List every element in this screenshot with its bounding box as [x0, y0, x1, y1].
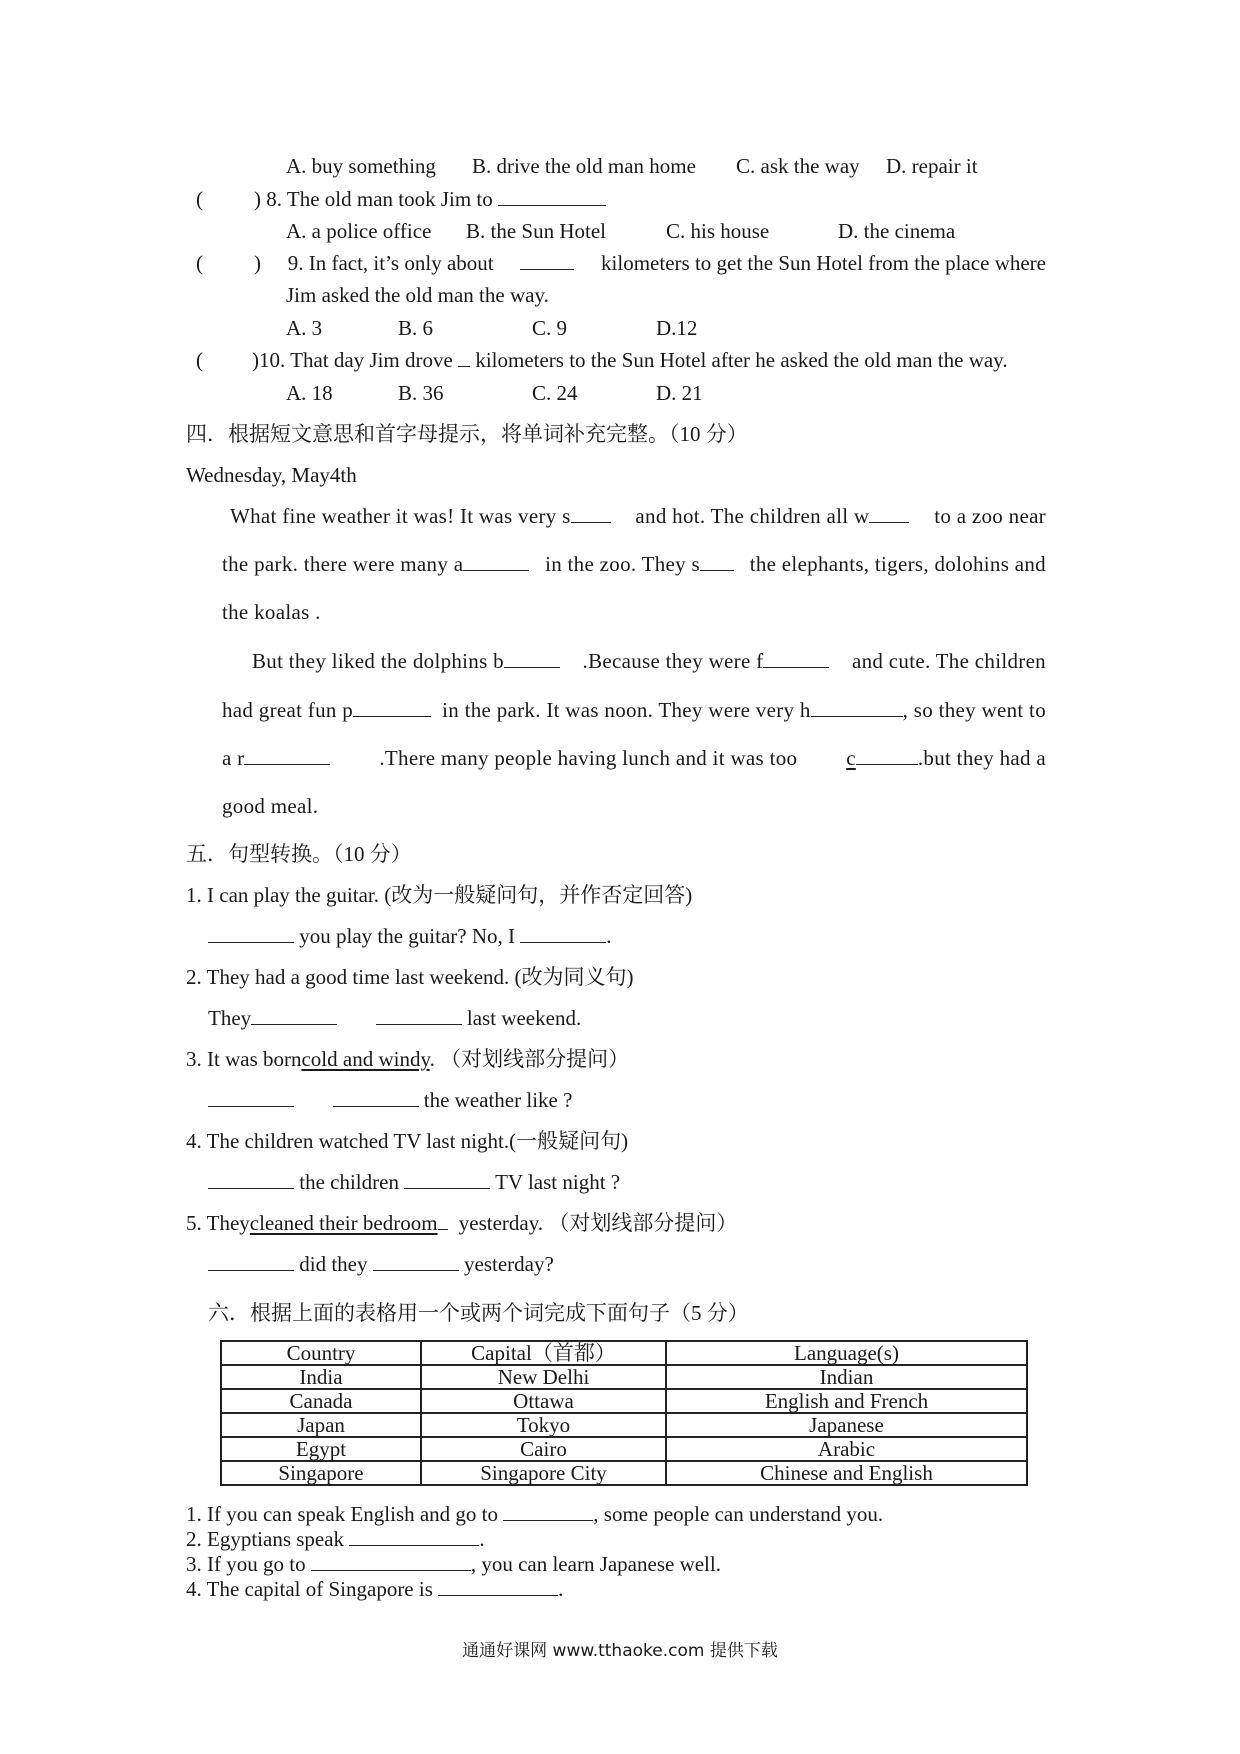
fill-text: 3. If you go to: [186, 1552, 306, 1576]
passage-text: .Because they were f: [582, 649, 764, 673]
section6-heading: 六．根据上面的表格用一个或两个词完成下面句子（5 分）: [208, 1301, 749, 1325]
q9-paren-open: (: [196, 251, 203, 275]
q10-option-b: B. 36: [398, 381, 444, 405]
q9-option-b: B. 6: [398, 316, 434, 340]
cell-language: Japanese: [666, 1413, 1027, 1437]
cell-country: Singapore: [221, 1461, 421, 1485]
table-row: [221, 1413, 1027, 1437]
answer-text: TV last night ?: [495, 1170, 621, 1194]
q10-option-d: D. 21: [656, 381, 703, 405]
fill-text: , some people can understand you.: [593, 1502, 884, 1526]
passage-text: to a zoo near: [934, 504, 1046, 528]
q8-paren-open: (: [196, 187, 203, 211]
passage-text: and cute. The children: [852, 649, 1046, 673]
cell-country: Canada: [221, 1389, 421, 1413]
answer-text: the weather like ?: [423, 1088, 573, 1112]
q7-option-b: B. drive the old man home: [472, 154, 696, 178]
q10-text-a: )10. That day Jim drove: [252, 348, 453, 372]
q9-text-a: 9. In fact, it’s only about: [287, 251, 494, 275]
table-row: [221, 1389, 1027, 1413]
fill-4: [186, 1575, 563, 1603]
q9-option-a: A. 3: [286, 316, 323, 340]
question-text: 3. It was born: [186, 1047, 302, 1071]
underlined-part: cleaned their bedroom: [249, 1211, 438, 1235]
blank[interactable]: [208, 1168, 294, 1189]
passage-text: c: [846, 746, 856, 770]
cell-capital: Ottawa: [421, 1389, 666, 1413]
transform-1-answer: [208, 922, 612, 950]
cell-country: Japan: [221, 1413, 421, 1437]
transform-3-answer: [208, 1086, 572, 1114]
cell-country: India: [221, 1365, 421, 1389]
blank[interactable]: [503, 1500, 593, 1521]
passage-line-6: [222, 744, 1046, 772]
fill-text: 4. The capital of Singapore is: [186, 1577, 433, 1601]
blank-r[interactable]: [244, 744, 330, 765]
q8-option-d: D. the cinema: [838, 219, 956, 243]
q8-blank[interactable]: [498, 185, 606, 206]
fill-text: 1. If you can speak English and go to: [186, 1502, 499, 1526]
passage-text: had great fun p: [222, 698, 354, 722]
q7-option-c: C. ask the way: [736, 154, 860, 178]
section4-date: Wednesday, May4th: [186, 463, 357, 487]
q9-text-c: Jim asked the old man the way.: [286, 283, 549, 307]
blank[interactable]: [349, 1525, 479, 1546]
fill-1: [186, 1500, 883, 1528]
q10-question: [252, 346, 1008, 374]
transform-3: [186, 1045, 629, 1073]
blank[interactable]: [373, 1250, 459, 1271]
country-table: [220, 1340, 1028, 1486]
blank-b[interactable]: [504, 647, 560, 668]
q10-text-b: kilometers to the Sun Hotel after he asked the old man the way.: [475, 348, 1008, 372]
header-languages: Language(s): [666, 1341, 1027, 1365]
cell-language: Chinese and English: [666, 1461, 1027, 1485]
fill-text: .: [479, 1527, 485, 1551]
blank[interactable]: [404, 1168, 490, 1189]
section5-heading: 五．句型转换。（10 分）: [186, 842, 412, 866]
passage-text: a r: [222, 746, 245, 770]
q7-option-a: A. buy something: [286, 154, 436, 178]
passage-text: the elephants, tigers, dolohins and: [749, 552, 1046, 576]
passage-text: .but they had a: [917, 746, 1046, 770]
cell-country: Egypt: [221, 1437, 421, 1461]
passage-line-4: [252, 647, 1046, 675]
blank-a[interactable]: [463, 550, 529, 571]
header-capital: Capital（首都）: [421, 1341, 666, 1365]
q8-paren-close: ): [254, 187, 261, 211]
passage-text: , so they went to: [902, 698, 1046, 722]
passage-text: in the park. It was noon. They were very h: [442, 698, 811, 722]
transform-5: [186, 1209, 737, 1237]
q10-blank[interactable]: [458, 346, 470, 367]
fill-text: , you can learn Japanese well.: [470, 1552, 721, 1576]
table-header-row: [221, 1341, 1027, 1365]
blank[interactable]: [520, 922, 606, 943]
passage-text: the park. there were many a: [222, 552, 464, 576]
table-row: [221, 1365, 1027, 1389]
cell-capital: New Delhi: [421, 1365, 666, 1389]
passage-text: and hot. The children all w: [635, 504, 870, 528]
cell-language: Indian: [666, 1365, 1027, 1389]
q9-blank[interactable]: [520, 249, 574, 270]
answer-text: you play the guitar? No, I: [299, 924, 516, 948]
fill-text: .: [558, 1577, 564, 1601]
section4-heading: 四．根据短文意思和首字母提示，将单词补充完整。（10 分）: [186, 422, 748, 446]
passage-text: What fine weather it was! It was very s: [230, 504, 571, 528]
blank[interactable]: [311, 1550, 471, 1571]
q9-paren-close: ): [254, 251, 261, 275]
fill-text: 2. Egyptians speak: [186, 1527, 345, 1551]
passage-line-1: [230, 502, 1046, 530]
answer-text: did they: [299, 1252, 368, 1276]
q8-option-b: B. the Sun Hotel: [466, 219, 606, 243]
answer-text: .: [606, 924, 612, 948]
fill-2: [186, 1525, 485, 1553]
passage-line-3: the koalas .: [222, 600, 321, 624]
cell-capital: Tokyo: [421, 1413, 666, 1437]
q9-option-d: D.12: [656, 316, 698, 340]
blank-p[interactable]: [353, 696, 431, 717]
blank[interactable]: [208, 1086, 294, 1107]
q9-option-c: C. 9: [532, 316, 568, 340]
cell-language: Arabic: [666, 1437, 1027, 1461]
transform-2: 2. They had a good time last weekend. (改为同义句): [186, 965, 634, 989]
footer-credit: 通通好课网 www.tthaoke.com 提供下载: [462, 1641, 778, 1661]
blank-w[interactable]: [869, 502, 909, 523]
passage-text: in the zoo. They s: [545, 552, 700, 576]
fill-3: [186, 1550, 721, 1578]
passage-text: But they liked the dolphins b: [252, 649, 504, 673]
blank-s[interactable]: [571, 502, 611, 523]
underlined-part: cold and windy: [301, 1047, 430, 1071]
q7-option-d: D. repair it: [886, 154, 978, 178]
question-text: yesterday. （对划线部分提问）: [458, 1211, 738, 1235]
blank[interactable]: [251, 1004, 337, 1025]
transform-1: 1. I can play the guitar. (改为一般疑问句，并作否定回答): [186, 883, 693, 907]
blank[interactable]: [208, 1250, 294, 1271]
table-row: [221, 1461, 1027, 1485]
answer-text: They: [208, 1006, 252, 1030]
answer-text: the children: [299, 1170, 399, 1194]
question-text: . （对划线部分提问）: [429, 1047, 630, 1071]
blank[interactable]: [376, 1004, 462, 1025]
question-text: 5. They: [186, 1211, 250, 1235]
q8-option-c: C. his house: [666, 219, 770, 243]
transform-5-answer: [208, 1250, 554, 1278]
passage-line-7: good meal.: [222, 794, 319, 818]
q8-text: 8. The old man took Jim to: [266, 187, 493, 211]
cell-language: English and French: [666, 1389, 1027, 1413]
q10-option-a: A. 18: [286, 381, 333, 405]
q9-question: [254, 249, 1046, 277]
q8-option-a: A. a police office: [286, 219, 432, 243]
q8-question: [254, 185, 606, 213]
transform-4: 4. The children watched TV last night.(一般疑问句): [186, 1129, 629, 1153]
transform-4-answer: [208, 1168, 620, 1196]
q9-text-b: kilometers to get the Sun Hotel from the place where: [601, 251, 1046, 275]
blank[interactable]: [208, 922, 294, 943]
cell-capital: Singapore City: [421, 1461, 666, 1485]
passage-line-5: [222, 696, 1046, 724]
blank-s2[interactable]: [700, 550, 734, 571]
cell-capital: Cairo: [421, 1437, 666, 1461]
blank[interactable]: [333, 1086, 419, 1107]
table-row: [221, 1437, 1027, 1461]
blank-f[interactable]: [763, 647, 829, 668]
passage-line-2: [222, 550, 1046, 578]
blank-c[interactable]: [856, 744, 918, 765]
answer-text: last weekend.: [466, 1006, 582, 1030]
q10-option-c: C. 24: [532, 381, 578, 405]
header-country: Country: [221, 1341, 421, 1365]
blank-h[interactable]: [811, 696, 903, 717]
blank[interactable]: [438, 1575, 558, 1596]
passage-text: .There many people having lunch and it was too: [379, 746, 798, 770]
transform-2-answer: [208, 1004, 581, 1032]
q10-paren-open: (: [196, 348, 203, 372]
answer-text: yesterday?: [464, 1252, 554, 1276]
